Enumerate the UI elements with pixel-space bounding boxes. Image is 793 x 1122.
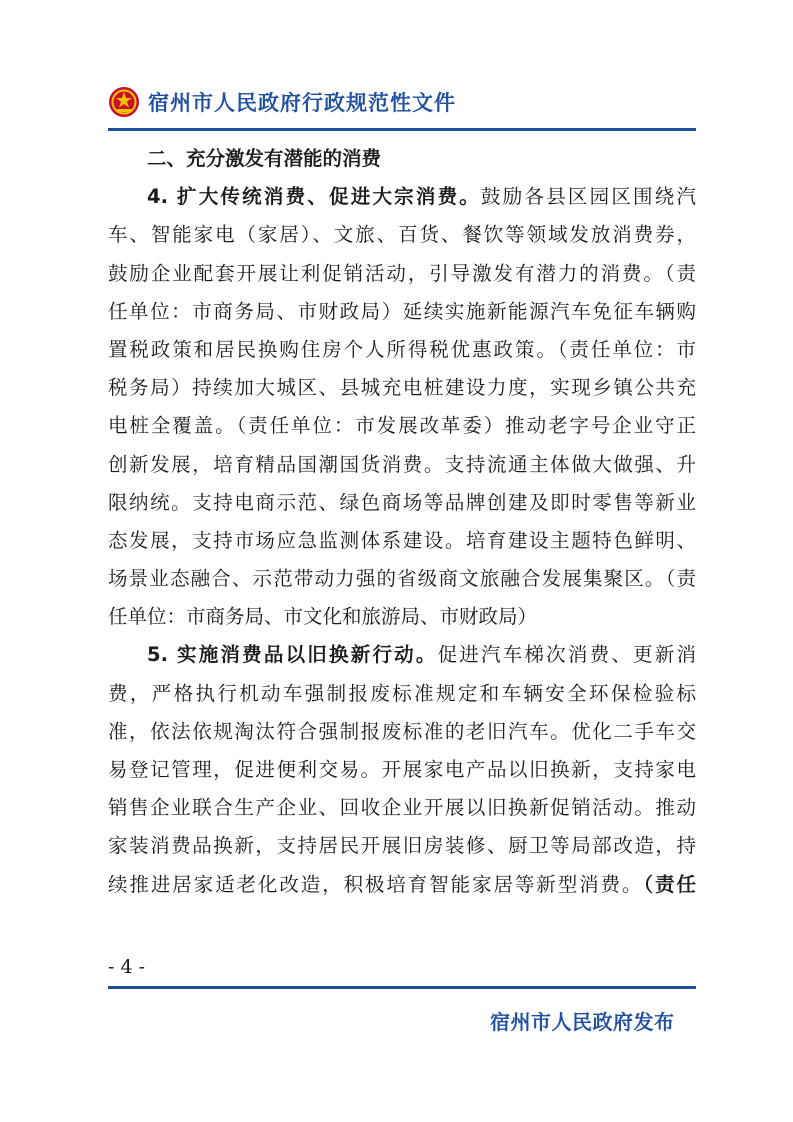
paragraph-line: 鼓励企业配套开展让利促销活动，引导激发有潜力的消费。（责 (108, 261, 696, 285)
paragraph-line: 任单位：市商务局、市文化和旅游局、市财政局） (108, 605, 538, 629)
paragraph-line: 创新发展，培育精品国潮国货消费。支持流通主体做大做强、升 (108, 452, 696, 476)
national-emblem-icon (108, 86, 140, 118)
paragraph-line: 续推进居家适老化改造，积极培育智能家居等新型消费。（责任 (108, 872, 696, 896)
paragraph-line: 任单位：市商务局、市财政局）延续实施新能源汽车免征车辆购 (108, 299, 696, 323)
item-4-title: 4. 扩大传统消费、促进大宗消费。 (147, 185, 482, 209)
footer-divider (108, 986, 696, 989)
item-5-title: 5. 实施消费品以旧换新行动。 (147, 643, 438, 667)
document-series-title: 宿州市人民政府行政规范性文件 (148, 91, 456, 115)
paragraph-line: 税务局）持续加大城区、县城充电桩建设力度，实现乡镇公共充 (108, 376, 696, 400)
paragraph-line: 5. 实施消费品以旧换新行动。促进汽车梯次消费、更新消 (147, 643, 696, 667)
paragraph-line: 电桩全覆盖。（责任单位：市发展改革委）推动老字号企业守正 (108, 414, 696, 438)
header-divider (108, 128, 696, 131)
paragraph-line: 4. 扩大传统消费、促进大宗消费。鼓励各县区园区围绕汽 (147, 185, 696, 209)
responsibility-bracket: （责任 (643, 872, 696, 896)
paragraph-line: 家装消费品换新，支持居民开展旧房装修、厨卫等局部改造，持 (108, 834, 696, 858)
footer-publisher: 宿州市人民政府发布 (490, 1010, 675, 1034)
paragraph-line: 费，严格执行机动车强制报废标准规定和车辆安全环保检验标 (108, 681, 696, 705)
page-number: - 4 - (108, 956, 146, 978)
document-header (108, 84, 456, 120)
paragraph-line: 销售企业联合生产企业、回收企业开展以旧换新促销活动。推动 (108, 796, 696, 820)
document-body (108, 140, 696, 904)
paragraph-line: 场景业态融合、示范带动力强的省级商文旅融合发展集聚区。（责 (108, 567, 696, 591)
paragraph-line: 准，依法依规淘汰符合强制报废标准的老旧汽车。优化二手车交 (108, 719, 696, 743)
paragraph-line: 置税政策和居民换购住房个人所得税优惠政策。（责任单位：市 (108, 337, 696, 361)
paragraph-line: 限纳统。支持电商示范、绿色商场等品牌创建及即时零售等新业 (108, 490, 696, 514)
paragraph-line: 易登记管理，促进便利交易。开展家电产品以旧换新，支持家电 (108, 758, 696, 781)
paragraph-line: 态发展，支持市场应急监测体系建设。培育建设主题特色鲜明、 (108, 528, 696, 552)
section-heading: 二、充分激发有潜能的消费 (147, 147, 382, 170)
paragraph-line: 车、智能家电（家居）、文旅、百货、餐饮等领域发放消费券， (108, 223, 696, 247)
